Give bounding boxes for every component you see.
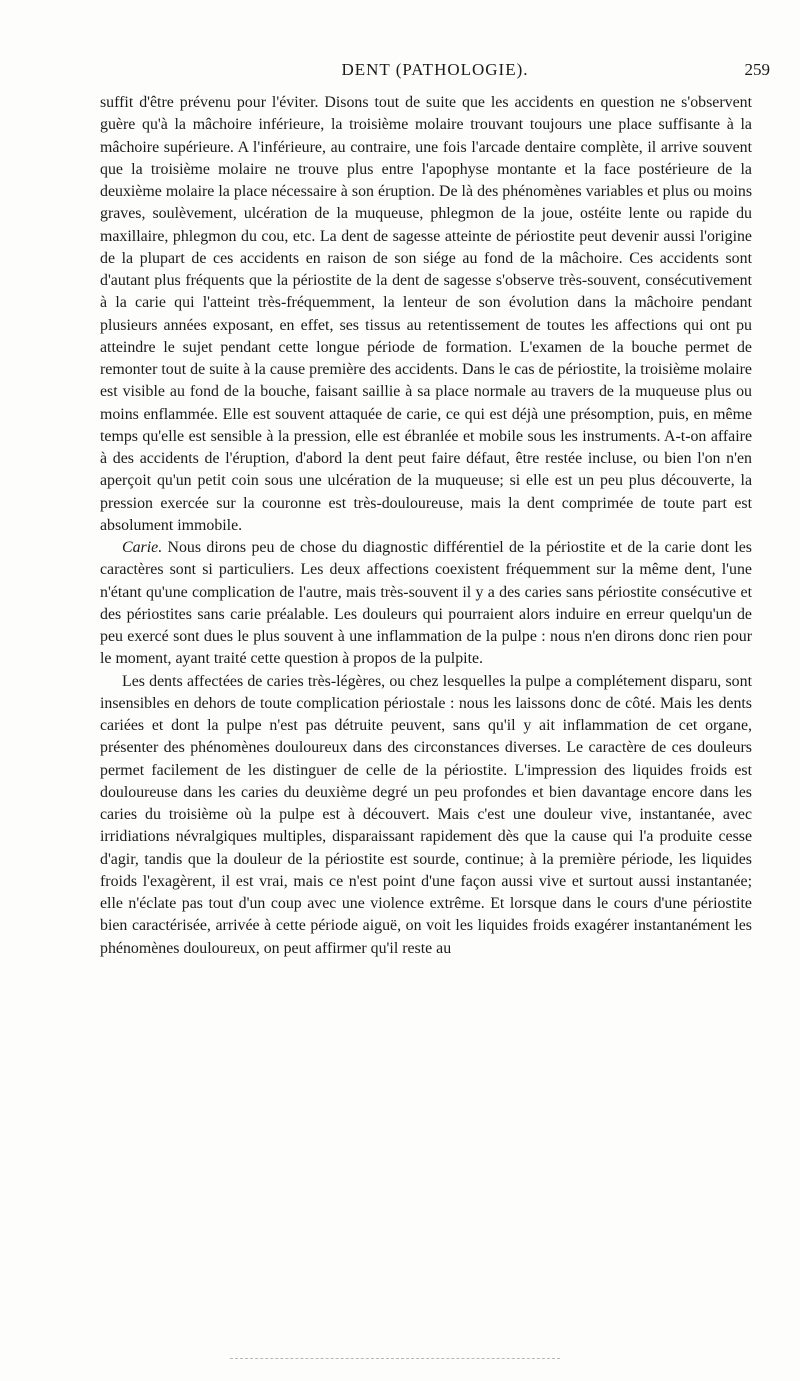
section-heading-carie: Carie. [122, 539, 163, 556]
footer-divider [230, 1358, 560, 1359]
paragraph-douleurs: Les dents affectées de caries très-légères, ou chez lesquelles la pulpe a complétement disparu, sont insensibles en dehors de toute complication périostale : nous les laissons donc de côté. Mais les dents cariées et dont la pulpe n'est pas détruite peuvent, sans qu'il y ait inflammation de cet organe, présenter des phénomènes douloureux dans des circonstances diverses. Le caractère de ces douleurs permet facilement de les distinguer de celle de la périostite. L'impression des liquides froids est douloureuse dans les caries du deuxième degré un peu profondes et bien davantage encore dans les caries du troisième où la pulpe est à découvert. Mais c'est une douleur vive, instantanée, avec irridiations névralgiques multiples, disparaissant rapidement dès que la cause qui l'a produite cesse d'agir, tandis que la douleur de la périostite est sourde, continue; à la première période, les liquides froids l'exagèrent, il est vrai, mais ce n'est point d'une façon aussi vive et surtout aussi instantanée; elle n'éclate pas tout d'un coup avec une violence extrême. Et lorsque dans le cours d'une périostite bien caractérisée, arrivée à cette période aiguë, on voit les liquides froids exagérer instantanément les phénomènes douloureux, on peut affirmer qu'il reste au [100, 672, 752, 957]
running-title: DENT (PATHOLOGIE). [341, 60, 529, 79]
paragraph-carie-text: Nous dirons peu de chose du diagnostic différentiel de la périostite et de la carie dont les caractères sont si particuliers. Les deux affections coexistent fréquemment sur la même dent, l'une n'étant qu'une complication de l'autre, mais très-souvent il y a des caries sans périostite consécutive et des périostites sans carie préalable. Les douleurs qui pourraient alors induire en erreur quelqu'un de peu exercé sont dues le plus souvent à une inflammation de la pulpe : nous n'en dirons donc rien pour le moment, ayant traité cette question à propos de la pulpite. [100, 539, 752, 668]
paragraph-continuation: suffit d'être prévenu pour l'éviter. Disons tout de suite que les accidents en question ne s'observent guère qu'à la mâchoire inférieure, la troisième molaire trouvant toujours une place suffisante à la mâchoire supérieure. A l'inférieure, au contraire, une fois l'arcade dentaire complète, il arrive souvent que la troisième molaire ne trouve plus entre l'apophyse montante et la face postérieure de la deuxième molaire la place nécessaire à son éruption. De là des phénomènes variables et plus ou moins graves, soulèvement, ulcération de la muqueuse, phlegmon de la joue, ostéite lente ou rapide du maxillaire, phlegmon du cou, etc. La dent de sagesse atteinte de périostite peut devenir aussi l'origine de la plupart de ces accidents en raison de son siége au fond de la mâchoire. Ces accidents sont d'autant plus fréquents que la périostite de la dent de sagesse s'observe très-souvent, consécutivement à la carie qui l'atteint très-fréquemment, la lenteur de son évolution dans la mâchoire pendant plusieurs années exposant, en effet, ses tissus au retentissement de toutes les affections qui ont pu atteindre le sujet pendant cette longue période de formation. L'examen de la bouche permet de remonter tout de suite à la cause première des accidents. Dans le cas de périostite, la troisième molaire est visible au fond de la bouche, faisant saillie à sa place normale au travers de la muqueuse plus ou moins enflammée. Elle est souvent attaquée de carie, ce qui est déjà une présomption, puis, en même temps qu'elle est sensible à la pression, elle est ébranlée et mobile sous les instruments. A-t-on affaire à des accidents de l'éruption, d'abord la dent peut faire défaut, être restée incluse, ou bien l'on n'en aperçoit qu'un petit coin sous une ulcération de la muqueuse; si elle est un peu plus découverte, la pression exercée sur la couronne est très-douloureuse, mais la dent comprimée de toute part est absolument immobile. [100, 94, 752, 534]
paragraph-carie [100, 537, 752, 671]
body-text [100, 92, 752, 960]
page-number: 259 [744, 60, 770, 79]
running-header [100, 60, 770, 86]
